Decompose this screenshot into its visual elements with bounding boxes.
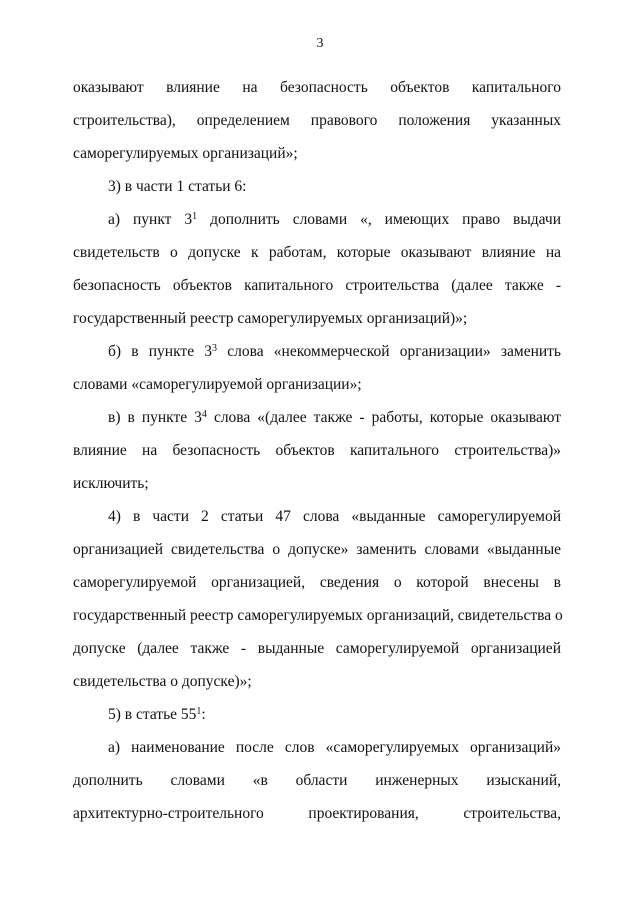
text-line <box>108 342 561 362</box>
text-line-part: слова «некоммерческой организации» заменить <box>217 343 561 360</box>
superscript: 1 <box>196 706 202 717</box>
text-line: влияние на безопасность объектов капитального строительства)» <box>73 442 561 459</box>
page-number: 3 <box>316 36 324 51</box>
text-line: словами «саморегулируемой организации»; <box>73 376 362 393</box>
text-line <box>108 408 561 428</box>
text-line: свидетельства о допуске)»; <box>73 673 252 690</box>
text-line-part: слова «(далее также - работы, которые оказывают <box>206 409 561 426</box>
text-line-part: в) в пункте 3 <box>108 409 202 426</box>
text-line: исключить; <box>73 475 149 492</box>
text-line: саморегулируемых организаций»; <box>73 145 298 162</box>
superscript: 4 <box>201 409 207 420</box>
text-line: архитектурно-строительного проектирования, строительства, <box>73 805 561 822</box>
text-line: оказывают влияние на безопасность объектов капитального <box>73 79 561 96</box>
text-line-part: а) пункт 3 <box>108 211 193 228</box>
list-item-heading: 3) в части 1 статьи 6: <box>108 178 247 195</box>
text-line: государственный реестр саморегулируемых организаций, свидетельства о <box>73 607 563 624</box>
text-line: саморегулируемой организацией, сведения о которой внесены в <box>73 574 561 591</box>
text-line: дополнить словами «в области инженерных изысканий, <box>73 772 561 789</box>
text-line-part: 5) в статье 55 <box>108 706 197 723</box>
text-line: организацией свидетельства о допуске» заменить словами «выданные <box>73 541 561 558</box>
text-line: свидетельств о допуске к работам, которые оказывают влияние на <box>73 244 561 261</box>
text-line: безопасность объектов капитального строительства (далее также - <box>73 277 561 294</box>
text-line: а) наименование после слов «саморегулируемых организаций» <box>108 739 561 756</box>
text-line <box>108 210 561 230</box>
text-line: 4) в части 2 статьи 47 слова «выданные саморегулируемой <box>108 508 561 525</box>
text-line-part: б) в пункте 3 <box>108 343 213 360</box>
list-item-heading <box>108 705 561 725</box>
text-line: строительства), определением правового положения указанных <box>73 112 561 129</box>
text-line-part: : <box>201 706 206 723</box>
superscript: 3 <box>212 343 218 354</box>
text-line: допуске (далее также - выданные саморегулируемой организацией <box>73 640 561 657</box>
text-line-part: дополнить словами «, имеющих право выдачи <box>197 211 561 228</box>
superscript: 1 <box>192 211 198 222</box>
text-line: государственный реестр саморегулируемых организаций)»; <box>73 310 468 327</box>
